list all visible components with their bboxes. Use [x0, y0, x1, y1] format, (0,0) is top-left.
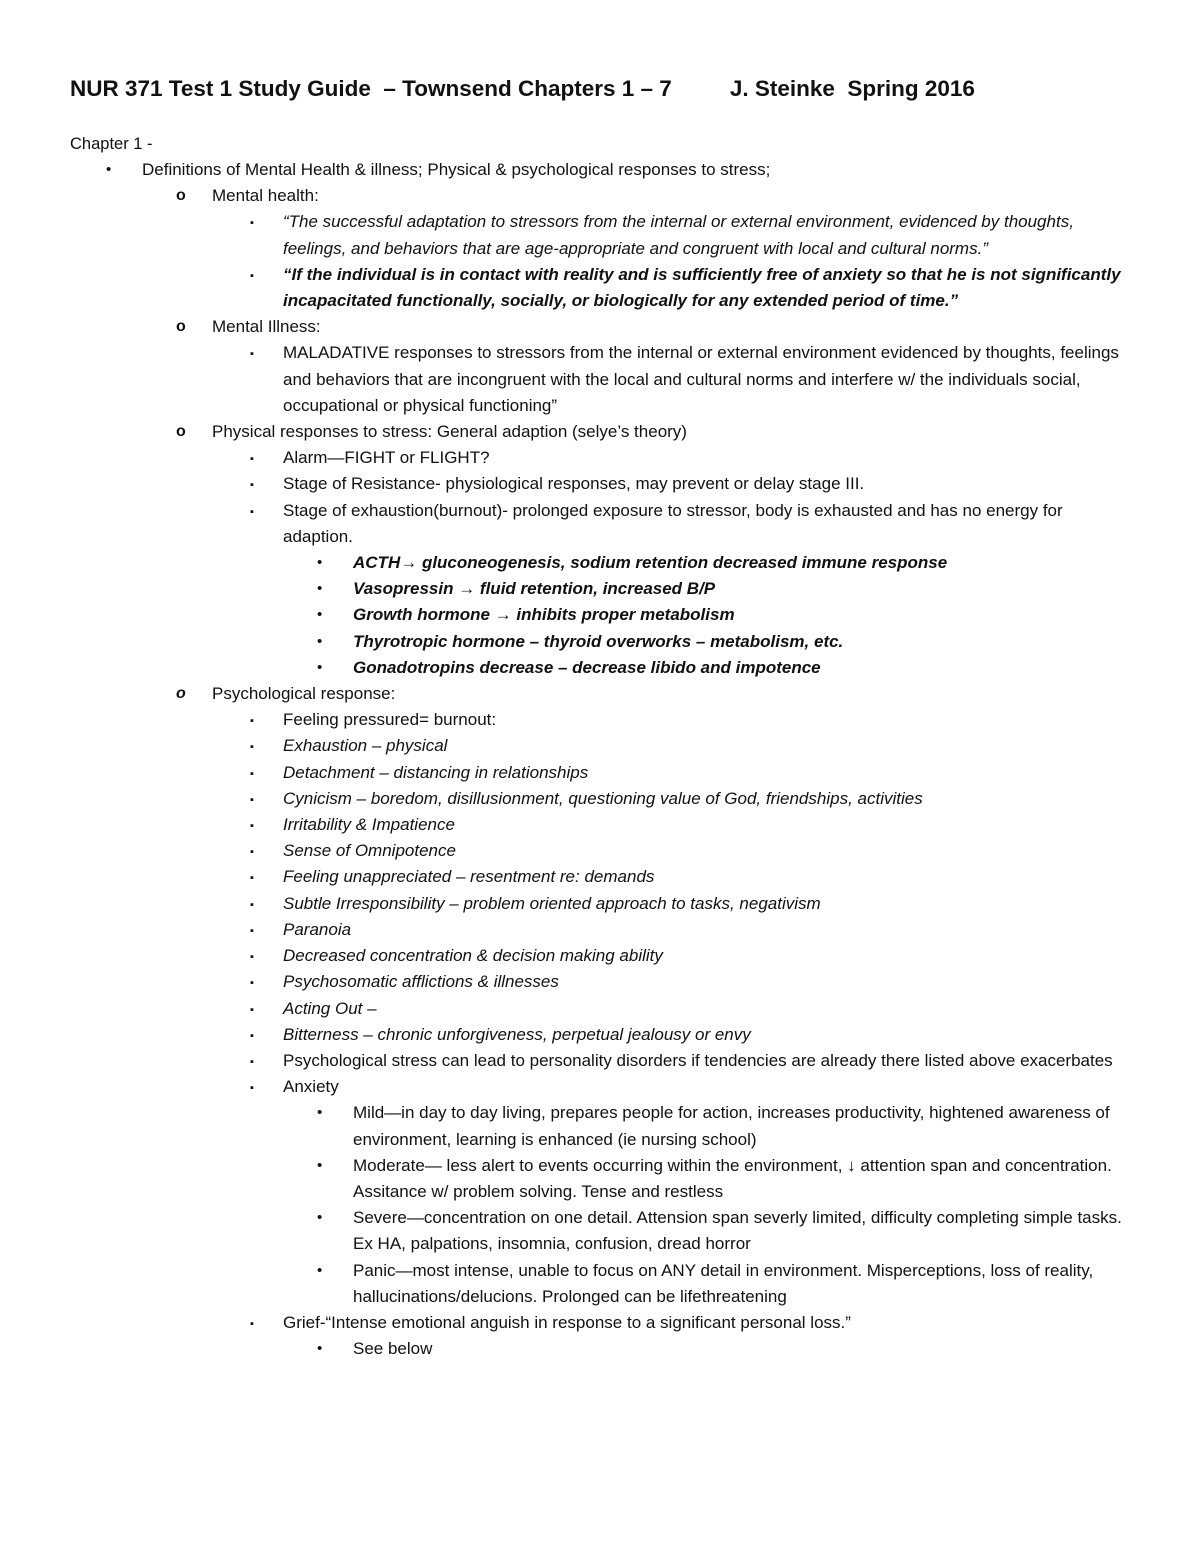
bullet-marker: •: [317, 580, 323, 598]
title-course: NUR 371 Test 1 Study Guide – Townsend Chapters 1 – 7: [70, 76, 672, 101]
outline-item-level-3: [0, 1074, 1200, 1100]
outline-item-text: Physical responses to stress: General adaption (selye’s theory): [212, 422, 687, 442]
outline-item-text: Decreased concentration & decision making ability: [283, 946, 663, 966]
bullet-marker: ▪: [250, 453, 254, 466]
bullet-marker: •: [317, 1156, 323, 1174]
bullet-marker: ▪: [250, 793, 254, 806]
outline-item-text: Psychological stress can lead to personality disorders if tendencies are already there listed above exacerbates: [283, 1050, 1113, 1070]
outline-item-level-2: [0, 419, 1200, 445]
outline-item-text: Bitterness – chronic unforgiveness, perpetual jealousy or envy: [283, 1024, 751, 1044]
outline-item-text: Mental health:: [212, 186, 319, 206]
bullet-marker: ▪: [250, 505, 254, 518]
outline-item-level-3: [0, 733, 1200, 759]
title-author-term: J. Steinke Spring 2016: [729, 76, 975, 101]
bullet-marker: o: [176, 187, 186, 205]
bullet-marker: •: [317, 1340, 323, 1358]
bullet-marker: ▪: [250, 924, 254, 937]
bullet-marker: ▪: [250, 1082, 254, 1095]
bullet-marker: •: [317, 606, 323, 624]
bullet-marker: ▪: [250, 741, 254, 754]
outline-item-text: Moderate— less alert to events occurring within the environment, ↓ attention span and concentration. Assitance w/ problem solving. Tense and restless: [353, 1155, 1112, 1201]
outline-item-level-3: [0, 943, 1200, 969]
outline-item-text: Paranoia: [283, 919, 352, 939]
outline-item-level-3: [0, 340, 1200, 419]
outline-item-level-4: [0, 629, 1200, 655]
outline-item-level-3: [0, 471, 1200, 497]
bullet-marker: ▪: [250, 872, 254, 885]
bullet-marker: ▪: [250, 715, 254, 728]
outline-item-text: Psychological response:: [212, 684, 396, 704]
outline-item-text: Alarm—FIGHT or FLIGHT?: [283, 448, 490, 468]
outline-item-text: “If the individual is in contact with reality and is sufficiently free of anxiety so that he is not significantly incapacitated functionally, socially, or biologically for any extended period of time.”: [283, 264, 1121, 311]
outline-item-level-3: [0, 1022, 1200, 1048]
bullet-marker: •: [317, 632, 323, 650]
outline-item-level-3: [0, 917, 1200, 943]
outline-item-text: Stage of exhaustion(burnout)- prolonged exposure to stressor, body is exhausted and has no energy for adaption.: [283, 500, 1063, 546]
outline-item-level-2: [0, 681, 1200, 707]
bullet-marker: ▪: [250, 1029, 254, 1042]
bullet-marker: •: [317, 1209, 323, 1227]
outline-item-level-3: [0, 498, 1200, 550]
outline-item-text: Thyrotropic hormone – thyroid overworks – metabolism, etc.: [353, 631, 844, 651]
outline-item-text: See below: [353, 1339, 433, 1359]
outline-item-level-4: [0, 1336, 1200, 1362]
outline-item-text: ACTH→ gluconeogenesis, sodium retention decreased immune response: [353, 553, 948, 573]
outline-item-text: Severe—concentration on one detail. Attension span severly limited, difficulty completing simple tasks. Ex HA, palpations, insomnia, confusion, dread horror: [353, 1208, 1122, 1254]
bullet-marker: ▪: [250, 1003, 254, 1016]
bullet-marker: ▪: [250, 977, 254, 990]
outline-item-level-3: [0, 1048, 1200, 1074]
outline-item-text: Psychosomatic afflictions & illnesses: [283, 972, 559, 992]
outline-list: [0, 157, 1200, 1362]
chapter-heading: Chapter 1 -: [70, 135, 153, 153]
outline-item-level-4: [0, 576, 1200, 602]
bullet-marker: ▪: [250, 1317, 254, 1330]
outline-item-text: Vasopressin → fluid retention, increased B/P: [353, 579, 716, 599]
bullet-marker: ▪: [250, 269, 254, 282]
outline-item-text: Gonadotropins decrease – decrease libido and impotence: [353, 657, 821, 677]
outline-item-text: MALADATIVE responses to stressors from the internal or external environment evidenced by thoughts, feelings and behaviors that are incongruent with the local and cultural norms and interfere w/ the individuals social, occupational or physical functioning”: [283, 343, 1119, 415]
bullet-marker: ▪: [250, 1055, 254, 1068]
outline-item-text: Panic—most intense, unable to focus on ANY detail in environment. Misperceptions, loss of reality, hallucinations/delucions. Prolonged can be lifethreatening: [353, 1260, 1094, 1306]
bullet-marker: ▪: [250, 846, 254, 859]
outline-item-text: Mental Illness:: [212, 317, 321, 337]
outline-item-level-4: [0, 1153, 1200, 1205]
outline-item-level-2: [0, 314, 1200, 340]
document-title: [70, 74, 1170, 104]
outline-item-level-4: [0, 602, 1200, 628]
outline-item-text: Stage of Resistance- physiological responses, may prevent or delay stage III.: [283, 474, 865, 494]
outline-item-text: Anxiety: [283, 1077, 339, 1097]
bullet-marker: o: [176, 318, 186, 336]
bullet-marker: o: [176, 685, 186, 703]
outline-item-text: Feeling pressured= burnout:: [283, 710, 497, 730]
outline-item-text: Definitions of Mental Health & illness; Physical & psychological responses to stress;: [142, 160, 771, 179]
outline-item-level-3: [0, 838, 1200, 864]
bullet-marker: •: [317, 554, 323, 572]
bullet-marker: •: [317, 658, 323, 676]
bullet-marker: ▪: [250, 217, 254, 230]
bullet-marker: ▪: [250, 898, 254, 911]
outline-item-level-4: [0, 1258, 1200, 1310]
outline-item-level-3: [0, 891, 1200, 917]
outline-item-text: Feeling unappreciated – resentment re: demands: [283, 867, 655, 887]
outline-item-level-4: [0, 1100, 1200, 1152]
outline-item-level-1: [0, 157, 1200, 183]
outline-item-level-3: [0, 262, 1200, 314]
outline-item-level-4: [0, 655, 1200, 681]
outline-item-level-3: [0, 707, 1200, 733]
outline-item-level-4: [0, 550, 1200, 576]
outline-item-level-3: [0, 1310, 1200, 1336]
outline-item-level-2: [0, 183, 1200, 209]
outline-item-text: Cynicism – boredom, disillusionment, questioning value of God, friendships, activities: [283, 788, 923, 808]
outline-item-text: Growth hormone → inhibits proper metabolism: [353, 605, 735, 625]
outline-item-text: Exhaustion – physical: [283, 736, 448, 756]
outline-item-level-3: [0, 812, 1200, 838]
bullet-marker: •: [106, 161, 112, 178]
bullet-marker: ▪: [250, 348, 254, 361]
outline-item-text: Irritability & Impatience: [283, 815, 455, 835]
bullet-marker: •: [317, 1261, 323, 1279]
outline-item-text: Sense of Omnipotence: [283, 841, 456, 861]
outline-item-level-3: [0, 209, 1200, 261]
outline-item-text: “The successful adaptation to stressors from the internal or external environment, evidenced by thoughts, feelings, and behaviors that are age-appropriate and congruent with local and cultural norms.”: [283, 212, 1074, 258]
outline-item-level-3: [0, 969, 1200, 995]
bullet-marker: ▪: [250, 767, 254, 780]
outline-item-text: Grief-“Intense emotional anguish in response to a significant personal loss.”: [283, 1312, 851, 1332]
bullet-marker: ▪: [250, 951, 254, 964]
bullet-marker: ▪: [250, 479, 254, 492]
bullet-marker: •: [317, 1104, 323, 1122]
outline-item-level-3: [0, 996, 1200, 1022]
outline-item-text: Acting Out –: [283, 998, 377, 1018]
bullet-marker: o: [176, 423, 186, 441]
outline-item-level-3: [0, 760, 1200, 786]
outline-item-level-4: [0, 1205, 1200, 1257]
outline-item-text: Mild—in day to day living, prepares people for action, increases productivity, hightened awareness of environment, learning is enhanced (ie nursing school): [353, 1103, 1110, 1149]
outline-item-text: Subtle Irresponsibility – problem oriented approach to tasks, negativism: [283, 893, 821, 913]
outline-item-level-3: [0, 445, 1200, 471]
outline-item-text: Detachment – distancing in relationships: [283, 762, 589, 782]
outline-item-level-3: [0, 786, 1200, 812]
bullet-marker: ▪: [250, 820, 254, 833]
outline-item-level-3: [0, 864, 1200, 890]
